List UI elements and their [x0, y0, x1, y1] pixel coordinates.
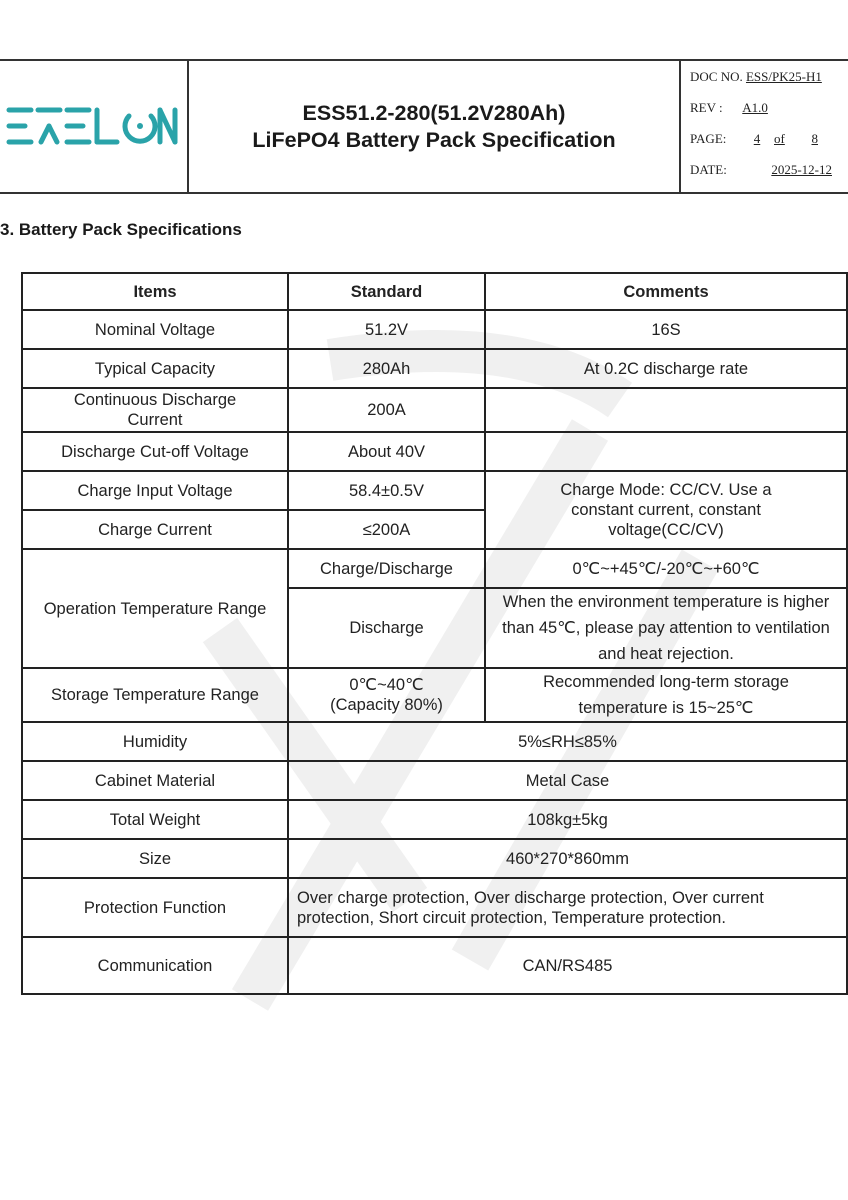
header-standard: Standard — [288, 273, 485, 310]
doc-no-row — [690, 69, 848, 100]
standard-cell: Discharge — [288, 588, 485, 668]
comment-cell — [485, 388, 847, 432]
doc-no-label: DOC NO. — [690, 69, 743, 84]
value-cell: 460*270*860mm — [288, 839, 847, 878]
item-cell: Nominal Voltage — [22, 310, 288, 349]
title-line-name: LiFePO4 Battery Pack Specification — [252, 127, 616, 152]
comment-cell: At 0.2C discharge rate — [485, 349, 847, 388]
item-cell: Cabinet Material — [22, 761, 288, 800]
standard-cell: 58.4±0.5V — [288, 471, 485, 510]
item-cell: Communication — [22, 937, 288, 994]
document-title — [189, 61, 681, 192]
page-of: of — [774, 131, 785, 146]
table-row — [22, 432, 847, 471]
header-comments: Comments — [485, 273, 847, 310]
doc-no-value: ESS/PK25-H1 — [745, 69, 822, 84]
document-header — [0, 59, 848, 194]
header-items: Items — [22, 273, 288, 310]
comment-cell-charge-mode: Charge Mode: CC/CV. Use a constant current, constant voltage(CC/CV) — [485, 471, 847, 549]
document-meta — [681, 61, 848, 192]
item-cell: Protection Function — [22, 878, 288, 937]
date-row — [690, 162, 848, 193]
table-row — [22, 349, 847, 388]
standard-cell: 0℃~40℃ (Capacity 80%) — [288, 668, 485, 722]
table-row — [22, 937, 847, 994]
date-label: DATE: — [690, 162, 727, 177]
item-cell: Storage Temperature Range — [22, 668, 288, 722]
value-cell: Over charge protection, Over discharge protection, Over current protection, Short circuit protection, Temperature protection. — [288, 878, 847, 937]
value-cell: 108kg±5kg — [288, 800, 847, 839]
item-cell: Humidity — [22, 722, 288, 761]
standard-cell: About 40V — [288, 432, 485, 471]
table-row — [22, 668, 847, 722]
table-row — [22, 549, 847, 588]
page-current: 4 — [753, 131, 761, 146]
standard-cell: 51.2V — [288, 310, 485, 349]
value-cell: 5%≤RH≤85% — [288, 722, 847, 761]
item-cell: Total Weight — [22, 800, 288, 839]
item-cell: Operation Temperature Range — [22, 549, 288, 668]
page-row — [690, 131, 848, 162]
date-value: 2025-12-12 — [771, 162, 832, 177]
spec-table — [21, 272, 848, 995]
standard-cell: 280Ah — [288, 349, 485, 388]
rev-row — [690, 100, 848, 131]
comment-cell: 0℃~+45℃/-20℃~+60℃ — [485, 549, 847, 588]
comment-cell: When the environment temperature is higher than 45℃, please pay attention to ventilation and heat rejection. — [485, 588, 847, 668]
table-row — [22, 800, 847, 839]
table-row — [22, 839, 847, 878]
item-cell: Typical Capacity — [22, 349, 288, 388]
table-row — [22, 722, 847, 761]
page-label: PAGE: — [690, 131, 727, 146]
exelon-logo — [5, 104, 181, 150]
standard-cell: 200A — [288, 388, 485, 432]
comment-cell — [485, 432, 847, 471]
comment-cell: Recommended long-term storage temperature is 15~25℃ — [485, 668, 847, 722]
item-cell: Discharge Cut-off Voltage — [22, 432, 288, 471]
item-cell: Charge Current — [22, 510, 288, 549]
title-line-model: ESS51.2-280(51.2V280Ah) — [302, 100, 566, 125]
table-header-row — [22, 273, 847, 310]
standard-cell: ≤200A — [288, 510, 485, 549]
page-total: 8 — [811, 131, 818, 146]
section-heading: 3. Battery Pack Specifications — [0, 220, 242, 239]
table-row — [22, 878, 847, 937]
item-cell: Continuous Discharge Current — [22, 388, 288, 432]
table-row — [22, 310, 847, 349]
rev-label: REV : — [690, 100, 723, 115]
item-cell: Charge Input Voltage — [22, 471, 288, 510]
comment-cell: 16S — [485, 310, 847, 349]
logo-cell — [0, 61, 189, 192]
table-row — [22, 471, 847, 510]
table-row — [22, 761, 847, 800]
table-row — [22, 388, 847, 432]
standard-cell: Charge/Discharge — [288, 549, 485, 588]
value-cell: Metal Case — [288, 761, 847, 800]
value-cell: CAN/RS485 — [288, 937, 847, 994]
rev-value: A1.0 — [742, 100, 768, 115]
item-cell: Size — [22, 839, 288, 878]
